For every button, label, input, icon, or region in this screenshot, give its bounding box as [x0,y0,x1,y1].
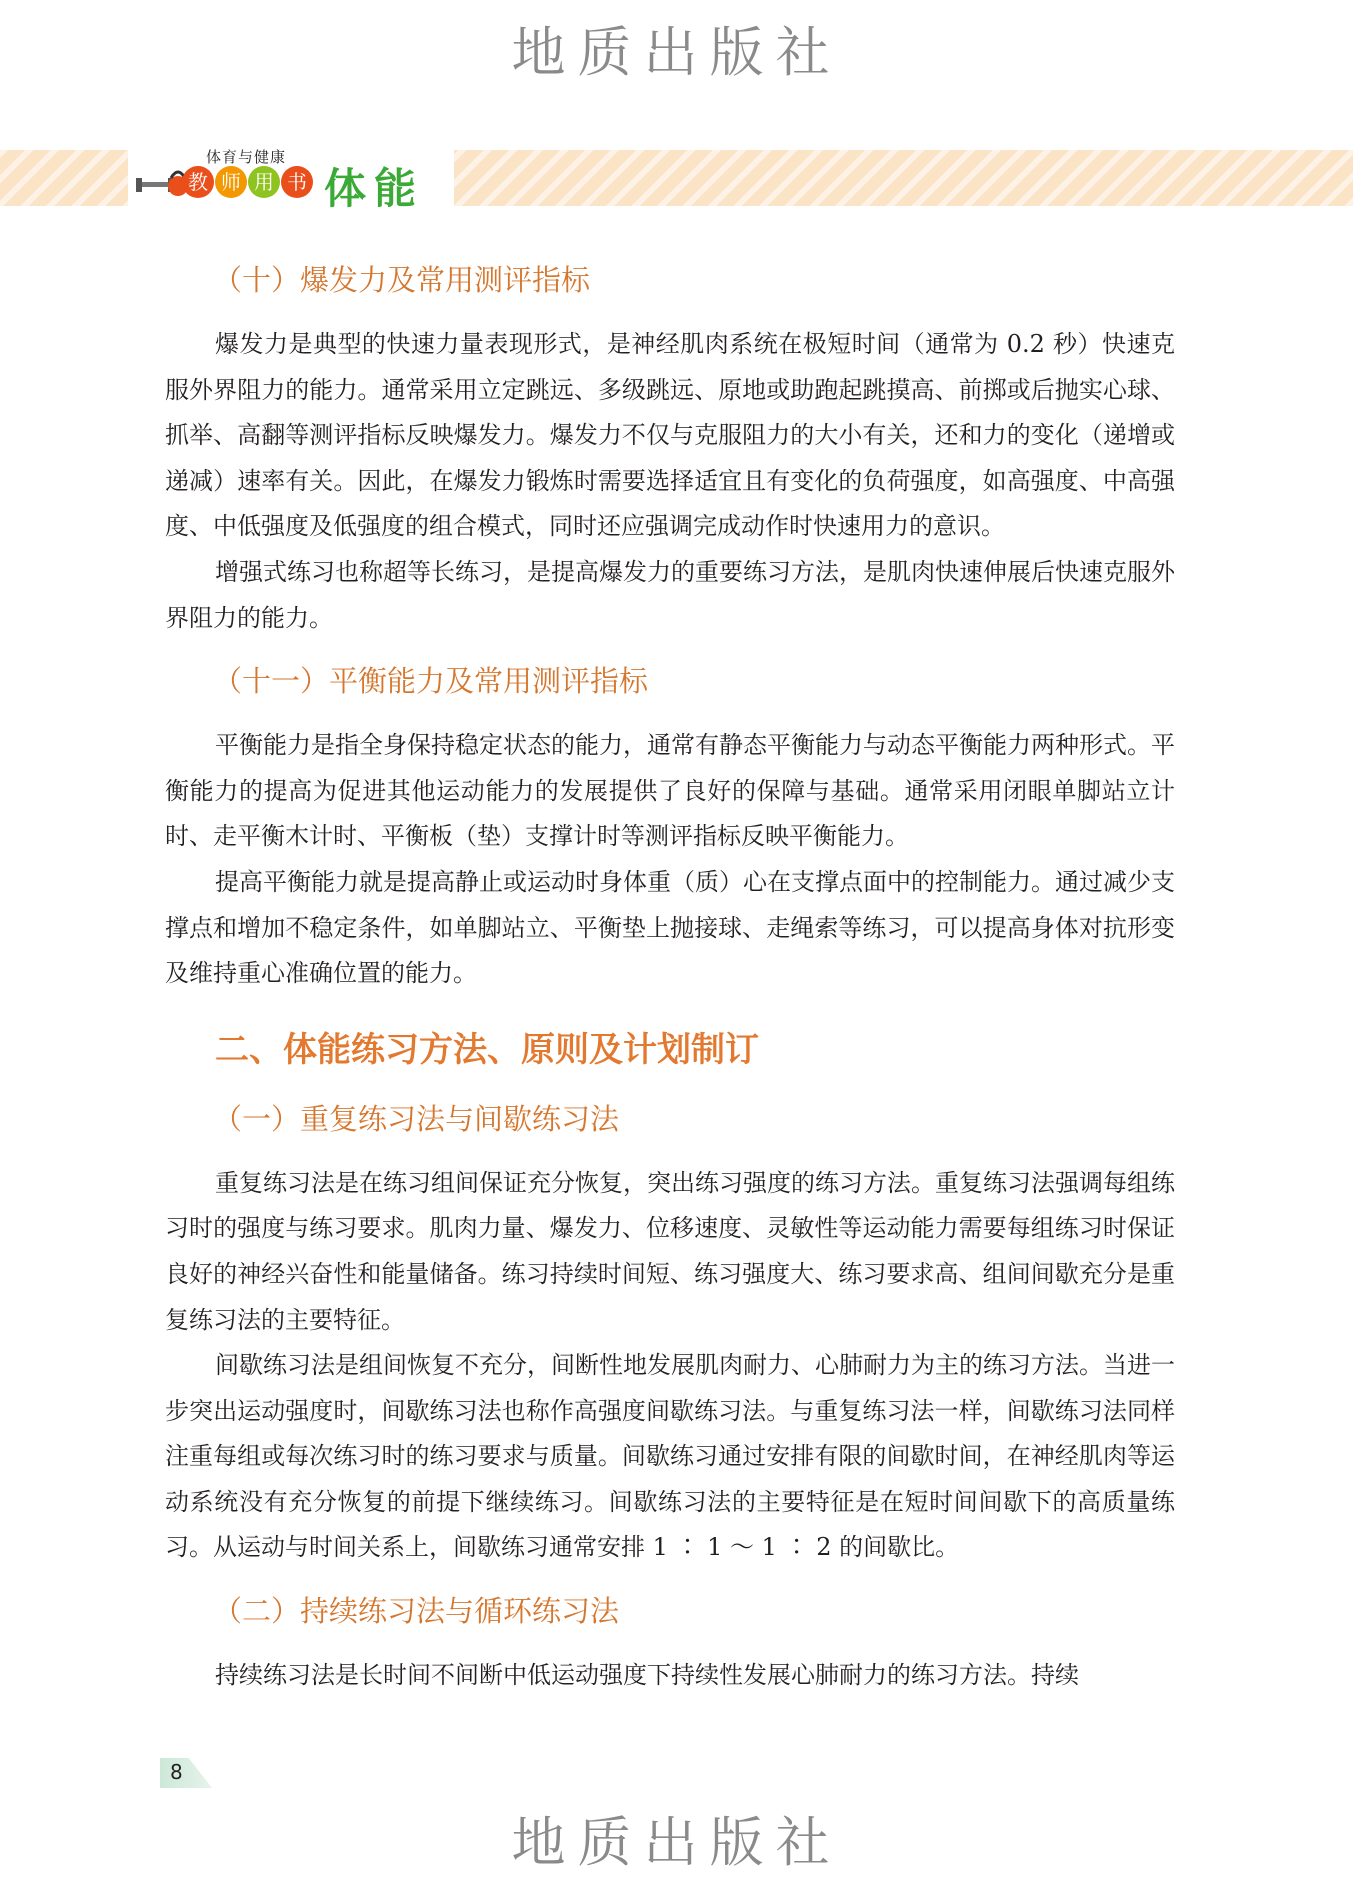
page-number-tab [160,1758,212,1788]
paragraph: 平衡能力是指全身保持稳定状态的能力，通常有静态平衡能力与动态平衡能力两种形式。平衡能力的提高为促进其他运动能力的发展提供了良好的保障与基础。通常采用闭眼单脚站立计时、走平衡木计时、平衡板（垫）支撑计时等测评指标反映平衡能力。 [165,731,1175,851]
book-logo [128,146,454,213]
subsection-heading: （一）重复练习法与间歇练习法 [213,1101,620,1136]
paragraph: 增强式练习也称超等长练习，是提高爆发力的重要练习方法，是肌肉快速伸展后快速克服外界阻力的能力。 [165,557,1175,632]
circle-char: 师 [215,166,247,198]
subsection-heading: （十一）平衡能力及常用测评指标 [213,664,649,699]
paragraph: 重复练习法是在练习组间保证充分恢复，突出练习强度的练习方法。重复练习法强调每组练习时的强度与练习要求。肌肉力量、爆发力、位移速度、灵敏性等运动能力需要每组练习时保证良好的神经兴奋性和能量储备。练习持续时间短、练习强度大、练习要求高、组间间歇充分是重复练习法的主要特征。 [165,1168,1175,1334]
page-number: 8 [170,1760,183,1784]
circle-char: 书 [281,166,313,198]
dumbbell-kettlebell-icon [134,160,188,200]
paragraph: 持续练习法是长时间不间断中低运动强度下持续性发展心肺耐力的练习方法。持续 [215,1661,1079,1690]
watermark-bottom: 地质出版社 [511,1811,842,1874]
teacher-book-label [182,166,313,198]
section-heading: 二、体能练习方法、原则及计划制订 [215,1029,759,1070]
series-title: 体育与健康 [206,148,287,166]
book-title: 体能 [324,164,425,213]
page-content [165,260,1175,1699]
paragraph: 间歇练习法是组间恢复不充分，间断性地发展肌肉耐力、心肺耐力为主的练习方法。当进一步突出运动强度时，间歇练习法也称作高强度间歇练习法。与重复练习法一样，间歇练习法同样注重每组或每次练习时的练习要求与质量。间歇练习通过安排有限的间歇时间，在神经肌肉等运动系统没有充分恢复的前提下继续练习。间歇练习法的主要特征是在短时间间歇下的高质量练习。从运动与时间关系上，间歇练习通常安排 1 ∶ 1 ～ 1 ∶ 2 的间歇比。 [165,1351,1175,1562]
paragraph: 提高平衡能力就是提高静止或运动时身体重（质）心在支撑点面中的控制能力。通过减少支撑点和增加不稳定条件，如单脚站立、平衡垫上抛接球、走绳索等练习，可以提高身体对抗形变及维持重心准确位置的能力。 [165,867,1175,988]
paragraph: 爆发力是典型的快速力量表现形式，是神经肌肉系统在极短时间（通常为 0.2 秒）快速克服外界阻力的能力。通常采用立定跳远、多级跳远、原地或助跑起跳摸高、前掷或后抛实心球、抓举、高翻等测评指标反映爆发力。爆发力不仅与克服阻力的大小有关，还和力的变化（递增或递减）速率有关。因此，在爆发力锻炼时需要选择适宜且有变化的负荷强度，如高强度、中高强度、中低强度及低强度的组合模式，同时还应强调完成动作时快速用力的意识。 [165,330,1175,541]
circle-char: 教 [182,166,214,198]
circle-char: 用 [248,166,280,198]
watermark-top: 地质出版社 [511,21,842,84]
subsection-heading: （十）爆发力及常用测评指标 [213,263,591,297]
subsection-heading: （二）持续练习法与循环练习法 [213,1594,620,1629]
